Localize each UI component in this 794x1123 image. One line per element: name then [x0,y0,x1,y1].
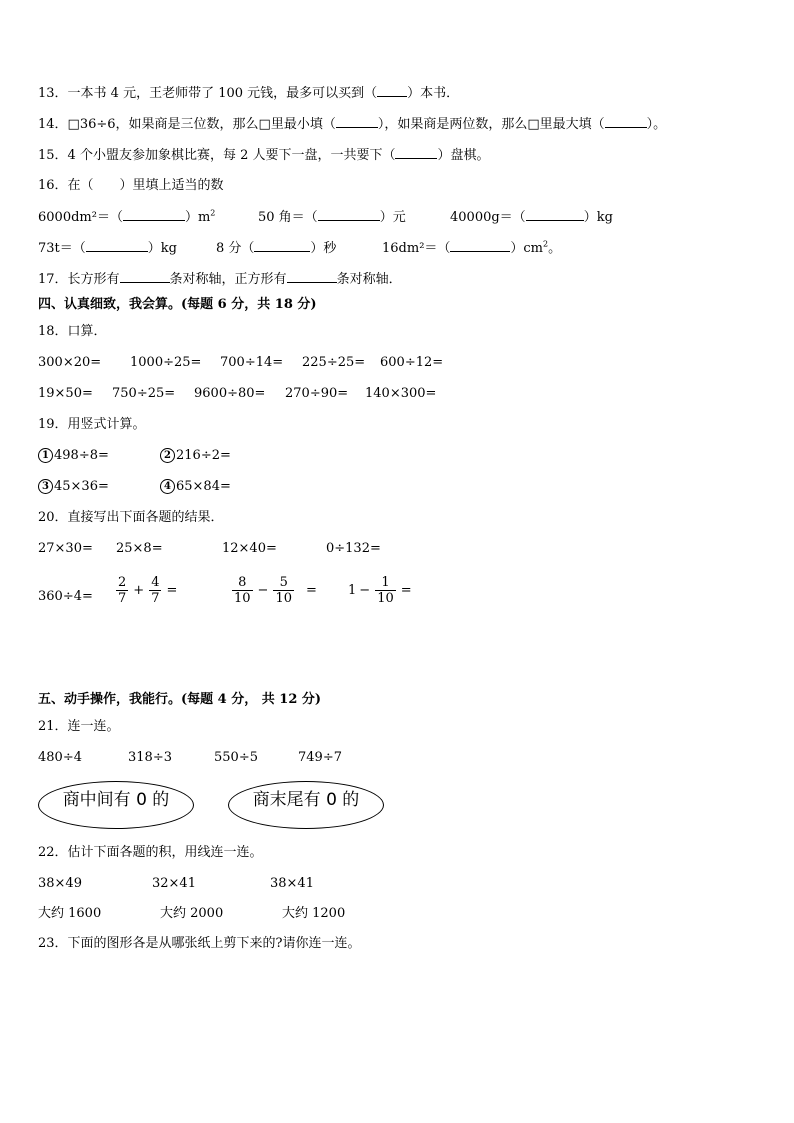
q13-text-b: ）本书． [407,86,460,101]
answer-blank[interactable] [450,239,510,252]
answer-blank[interactable] [86,239,148,252]
conv-text: ）kg [583,210,613,225]
answer-blank[interactable] [605,115,647,128]
unit-conversion [382,239,561,258]
numerator: 8 [238,575,247,590]
section-5-title: 五、动手操作，我能行。(每题 4 分， 共 12 分) [38,692,322,707]
answer-blank[interactable] [336,115,378,128]
numerator: 4 [151,575,160,590]
q14-text-a: 14．□36÷6，如果商是三位数，那么□里最小填（ [38,117,336,132]
question-13 [38,84,459,103]
conv-sup: 2 [543,239,549,249]
operator: − [359,582,371,598]
answer-blank[interactable] [254,239,310,252]
calc-item: 300×20= [38,355,102,370]
conv-sup: 2 [210,208,216,218]
operator: − [257,582,269,598]
conv-text: 16dm²＝（ [382,241,451,256]
question-17 [38,270,402,289]
calc-item: 25×8= [116,541,163,556]
conv-text: 40000g＝（ [450,210,526,225]
fraction [116,575,128,606]
conv-text: 6000dm²＝（ [38,210,123,225]
question-15 [38,146,490,165]
category-oval[interactable] [38,781,194,829]
vertical-calc-item [160,478,231,496]
question-19-title: 19．用竖式计算。 [38,417,146,432]
match-expr: 318÷3 [128,750,172,765]
calc-item: 1000÷25= [130,355,202,370]
match-expr: 38×49 [38,876,82,891]
calc-item: 360÷4= [38,589,93,604]
q15-text-b: ）盘棋。 [437,148,490,163]
numerator: 2 [118,575,127,590]
question-20-title: 20．直接写出下面各题的结果． [38,510,224,525]
answer-blank[interactable] [526,208,584,221]
match-expr: 32×41 [152,876,196,891]
fraction-expr [348,575,415,606]
calc-item: 700÷14= [220,355,284,370]
fraction [273,575,294,606]
equals: = [306,582,317,598]
calc-item: 9600÷80= [194,386,266,401]
q13-text-a: 13．一本书 4 元，王老师带了 100 元钱，最多可以买到（ [38,86,378,101]
calc-expr: 216÷2= [176,448,231,463]
calc-item: 27×30= [38,541,93,556]
question-23-title: 23．下面的图形各是从哪张纸上剪下来的?请你连一连。 [38,936,361,951]
question-14 [38,115,666,134]
numerator: 1 [381,575,390,590]
fraction [149,575,161,606]
question-16-title: 16．在（ ）里填上适当的数 [38,178,224,193]
unit-conversion [38,208,215,227]
fraction [375,575,396,606]
answer-blank[interactable] [395,146,437,159]
answer-blank[interactable] [287,270,337,283]
match-answer: 大约 1600 [38,906,102,921]
vertical-calc-item [160,447,231,465]
section-4-title: 四、认真细致，我会算。(每题 6 分，共 18 分) [38,297,317,312]
conv-text: 8 分（ [216,241,255,256]
period: 。 [548,241,562,256]
vertical-calc-item [38,447,109,465]
category-oval[interactable] [228,781,384,829]
q17-text-a: 17．长方形有 [38,272,120,287]
numerator: 5 [279,575,288,590]
q14-text-b: ），如果商是两位数，那么□里最大填（ [377,117,605,132]
calc-item: 12×40= [222,541,277,556]
q15-text-a: 15．4 个小盟友参加象棋比赛，每 2 人要下一盘，一共要下（ [38,148,396,163]
calc-item: 225÷25= [302,355,366,370]
denominator: 10 [234,591,251,606]
denominator: 10 [275,591,292,606]
conv-text: ）cm [510,241,544,256]
denominator: 10 [377,591,394,606]
conv-text: 50 角＝（ [258,210,318,225]
denominator: 7 [151,591,160,606]
calc-item: 270÷90= [285,386,349,401]
match-expr: 480÷4 [38,750,82,765]
oval-label: 商中间有 0 的 [62,790,170,810]
calc-expr: 498÷8= [54,448,109,463]
circled-number: 1 [38,448,53,463]
calc-item: 0÷132= [326,541,381,556]
unit-conversion [216,239,336,258]
q17-text-c: 条对称轴． [336,272,402,287]
equals: = [400,582,412,598]
conv-text: ）m [184,210,211,225]
operator: + [133,582,145,598]
unit-conversion [450,208,613,227]
calc-item: 600÷12= [380,355,444,370]
match-answer: 大约 1200 [282,906,346,921]
calc-expr: 65×84= [176,479,231,494]
circled-number: 4 [160,479,175,494]
circled-number: 3 [38,479,53,494]
q14-text-c: ）。 [646,117,667,132]
calc-expr: 45×36= [54,479,109,494]
calc-item: 19×50= [38,386,93,401]
circled-number: 2 [160,448,175,463]
equals: = [166,582,178,598]
fraction-expr [114,575,180,606]
unit-conversion [258,208,406,227]
conv-text: ）kg [147,241,177,256]
fraction-expr [230,575,320,606]
denominator: 7 [118,591,127,606]
conv-text: ）元 [379,210,406,225]
calc-item: 140×300= [365,386,437,401]
q17-text-b: 条对称轴，正方形有 [169,272,287,287]
match-expr: 749÷7 [298,750,342,765]
answer-blank[interactable] [123,208,185,221]
match-answer: 大约 2000 [160,906,224,921]
question-21-title: 21．连一连。 [38,719,120,734]
conv-text: 73t＝（ [38,241,86,256]
question-22-title: 22．估计下面各题的积，用线连一连。 [38,845,263,860]
unit-conversion [38,239,177,258]
vertical-calc-item [38,478,109,496]
oval-label: 商末尾有 0 的 [252,790,360,810]
whole-number: 1 [348,582,357,598]
match-expr: 38×41 [270,876,314,891]
answer-blank[interactable] [377,84,407,97]
question-18-title: 18．口算． [38,324,107,339]
answer-blank[interactable] [318,208,380,221]
fraction [232,575,253,606]
calc-item: 750÷25= [112,386,176,401]
answer-blank[interactable] [120,270,170,283]
match-expr: 550÷5 [214,750,258,765]
conv-text: ）秒 [310,241,337,256]
